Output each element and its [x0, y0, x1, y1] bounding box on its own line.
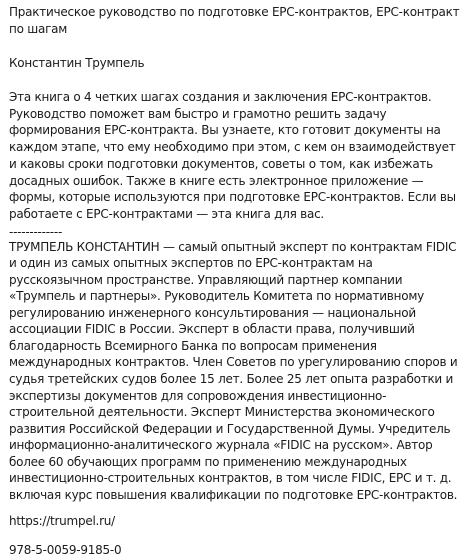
separator-line: -------------: [9, 224, 63, 239]
author-name: Константин Трумпель: [9, 56, 145, 70]
author-bio: ТРУМПЕЛЬ КОНСТАНТИН — самый опытный эксперт по контрактам FIDIC и один из самых опытных экспертов по EPC-контрактам на русскоязычном пространстве. Управляющий партнер компании «Трумпель и партнеры». Руководитель Комитета по нормативному регулированию инженерного консультирования — национальной ассоциации FIDIC в России. Эксперт в области права, получивший благодарность Всемирного Банка по вопросам применения международных контрактов. Член Советов по урегулированию споров и судья третейских судов более 15 лет. Более 25 лет опыта разработки и экспертизы документов для сопровождения инвестиционно-строительной деятельности. Эксперт Министерства экономического развития Российской Федерации и Государственной Думы. Учредитель информационно-аналитического журнала «FIDIC на русском». Автор более 60 обучающих программ по применению международных инвестиционно-строительных контрактов, в том числе FIDIC, EPC и т. д. включая курс повышения квалификации по подготовке EPC-контрактов.: [9, 239, 458, 502]
website-link[interactable]: https://trumpel.ru/: [9, 514, 115, 529]
book-title: Практическое руководство по подготовке EPC-контрактов, EPC-контракт по шагам: [9, 5, 460, 36]
isbn-number: 978-5-0059-9185-0: [9, 543, 122, 558]
book-description: Эта книга о 4 четких шагах создания и заключения EPC-контрактов. Руководство поможет вам быстро и грамотно решить задачу формирования EPC-контракта. Вы узнаете, кто готовит документы на каждом этапе, что ему необходимо при этом, с кем он взаимодействует и каковы сроки подготовки документов, советы о том, как избежать досадных ошибок. Также в книге есть электронное приложение — формы, которые используются при подготовке EPC-контрактов. Если вы работаете с EPC-контрактами — эта книга для вас.: [9, 90, 456, 221]
document-body: [9, 4, 461, 559]
